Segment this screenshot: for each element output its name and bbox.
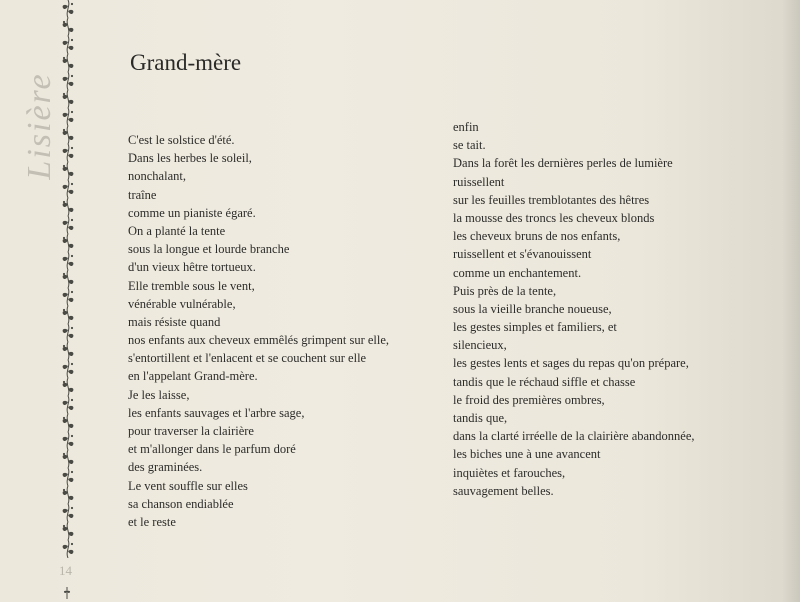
poem-line: sous la vieille branche noueuse, xyxy=(453,301,612,316)
poem-line: Dans la forêt les dernières perles de lumière xyxy=(453,156,673,171)
poem-line: les cheveux bruns de nos enfants, xyxy=(453,229,621,244)
poem-line: nos enfants aux cheveux emmêlés grimpent sur elle, xyxy=(128,333,390,348)
poem-line: d'un vieux hêtre tortueux. xyxy=(128,260,256,275)
vine-icon xyxy=(59,540,77,558)
vine-icon xyxy=(59,18,77,36)
vine-icon xyxy=(59,72,77,90)
poem-line: les biches une à une avancent xyxy=(453,447,601,462)
poem-line: se tait. xyxy=(453,138,486,153)
vine-icon xyxy=(59,216,77,234)
poem-line: On a planté la tente xyxy=(128,223,226,238)
vine-icon xyxy=(59,162,77,180)
poem-line: le froid des premières ombres, xyxy=(453,392,605,407)
vine-icon xyxy=(59,504,77,522)
poem-line: et m'allonger dans le parfum doré xyxy=(128,442,296,457)
poem-line: traîne xyxy=(128,187,157,202)
poem-line: ruissellent xyxy=(453,174,505,189)
vine-icon xyxy=(59,414,77,432)
vine-icon xyxy=(59,324,77,342)
poem-line: en l'appelant Grand-mère. xyxy=(128,369,258,384)
poem-line: Je les laisse, xyxy=(128,387,190,402)
poem-line: les gestes lents et sages du repas qu'on prépare, xyxy=(453,356,689,371)
poem-line: tandis que le réchaud siffle et chasse xyxy=(453,374,636,389)
poem-line: sauvagement belles. xyxy=(453,483,554,498)
page-number: 14 xyxy=(59,563,72,578)
vine-icon xyxy=(59,396,77,414)
poem-line: comme un pianiste égaré. xyxy=(128,205,256,220)
poem-right-column xyxy=(453,118,695,500)
vine-icon xyxy=(59,360,77,378)
vine-icon xyxy=(59,0,77,18)
vine-icon xyxy=(59,54,77,72)
section-label: Lisière xyxy=(21,72,58,180)
poem-line: sur les feuilles tremblotantes des hêtres xyxy=(453,192,650,207)
poem-line: les gestes simples et familiers, et xyxy=(453,320,617,335)
poem-line: s'entortillent et l'enlacent et se couchent sur elle xyxy=(128,351,367,366)
poem-line: Le vent souffle sur elles xyxy=(128,478,248,493)
vine-icon xyxy=(59,180,77,198)
vine-icon xyxy=(59,36,77,54)
poem-line: et le reste xyxy=(128,514,176,529)
vine-icon xyxy=(59,432,77,450)
vine-icon xyxy=(59,306,77,324)
vine-icon xyxy=(59,270,77,288)
vine-icon xyxy=(59,486,77,504)
poem-line: des graminées. xyxy=(128,460,203,475)
vine-icon xyxy=(59,198,77,216)
vine-icon xyxy=(59,90,77,108)
vine-icon xyxy=(59,288,77,306)
poem-line: C'est le solstice d'été. xyxy=(128,133,235,147)
vine-icon xyxy=(59,252,77,270)
poem-line: enfin xyxy=(453,120,479,134)
poem-line: mais résiste quand xyxy=(128,314,221,329)
vine-end-icon xyxy=(60,586,74,600)
vine-icon xyxy=(59,378,77,396)
page-title: Grand-mère xyxy=(130,50,242,75)
vine-icon xyxy=(59,126,77,144)
vine-icon xyxy=(59,522,77,540)
poem-line: ruissellent et s'évanouissent xyxy=(453,247,592,262)
vine-icon xyxy=(59,450,77,468)
vine-icon xyxy=(59,468,77,486)
poem-line: les enfants sauvages et l'arbre sage, xyxy=(128,405,305,420)
poem-line: nonchalant, xyxy=(128,169,186,184)
poem-line: la mousse des troncs les cheveux blonds xyxy=(453,210,655,225)
poem-line: sa chanson endiablée xyxy=(128,496,234,511)
vine-icon xyxy=(59,342,77,360)
poem-line: pour traverser la clairière xyxy=(128,424,254,438)
poem-line: silencieux, xyxy=(453,338,507,353)
poem-line: Puis près de la tente, xyxy=(453,283,557,298)
poem-line: comme un enchantement. xyxy=(453,265,582,280)
vine-icon xyxy=(59,108,77,126)
poem-left-column xyxy=(128,131,389,531)
poem-line: dans la clarté irréelle de la clairière abandonnée, xyxy=(453,429,695,444)
vine-icon xyxy=(59,144,77,162)
poem-line: tandis que, xyxy=(453,411,508,425)
poem-line: vénérable vulnérable, xyxy=(128,296,236,311)
poem-line: Dans les herbes le soleil, xyxy=(128,151,252,166)
poem-line: sous la longue et lourde branche xyxy=(128,242,290,257)
poem-line: inquiètes et farouches, xyxy=(453,465,566,480)
vine-icon xyxy=(59,234,77,252)
poem-line: Elle tremble sous le vent, xyxy=(128,278,255,293)
